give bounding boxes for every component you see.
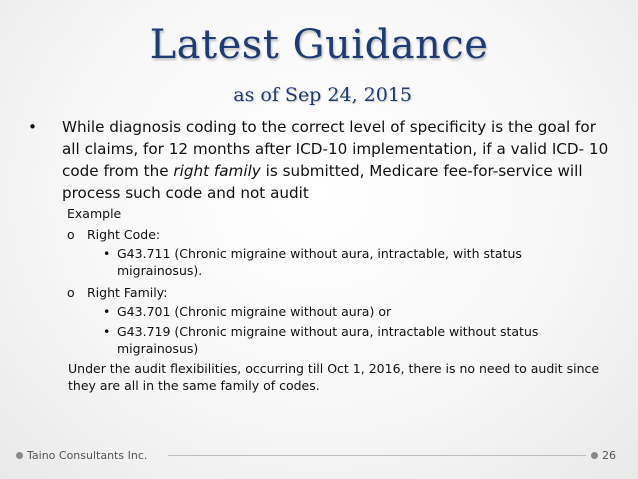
sub-marker: o (67, 227, 75, 242)
right-family-subitem (103, 323, 583, 357)
main-bullet-part1: While diagnosis coding to the correct level of specificity is the goal for all claims, for 12 months after ICD-10 implementation, if a valid ICD- 10 code from the (62, 118, 609, 180)
footer-dot-icon (591, 452, 598, 459)
right-code-label: Right Code: (87, 227, 161, 242)
main-bullet-part2: is submitted, Medicare fee-for-service will process such code and not audit (62, 162, 583, 202)
right-family-subitem-text: G43.701 (Chronic migraine without aura) or (117, 304, 392, 319)
right-code-item (67, 226, 160, 243)
subsub-marker: • (103, 246, 111, 261)
right-family-label: Right Family: (87, 285, 168, 300)
example-label: Example (67, 206, 122, 221)
sub-marker: o (67, 285, 75, 300)
bullet-marker: • (28, 118, 37, 136)
right-family-item (67, 284, 167, 301)
footer-company (16, 449, 147, 462)
page-number: 26 (602, 449, 616, 462)
footer-divider (168, 455, 586, 456)
footer-company-text: Taino Consultants Inc. (27, 449, 148, 462)
main-bullet-text (62, 116, 618, 204)
main-bullet (28, 116, 618, 204)
right-family-subitem (103, 303, 583, 320)
right-code-subitem-text: G43.711 (Chronic migraine without aura, intractable, with status migrainosus). (117, 246, 522, 278)
subsub-marker: • (103, 324, 111, 339)
footer-page (591, 449, 616, 462)
main-bullet-emphasis: right family (173, 162, 261, 180)
right-code-subitem (103, 245, 583, 279)
closing-text: Under the audit flexibilities, occurring till Oct 1, 2016, there is no need to audit since they are all in the same family of codes. (68, 361, 600, 393)
slide-title: Latest Guidance (149, 22, 489, 68)
footer-dot-icon (16, 452, 23, 459)
slide-subtitle: as of Sep 24, 2015 (233, 84, 412, 106)
subsub-marker: • (103, 304, 111, 319)
right-family-subitem-text: G43.719 (Chronic migraine without aura, intractable without status migrainosus) (117, 324, 539, 356)
